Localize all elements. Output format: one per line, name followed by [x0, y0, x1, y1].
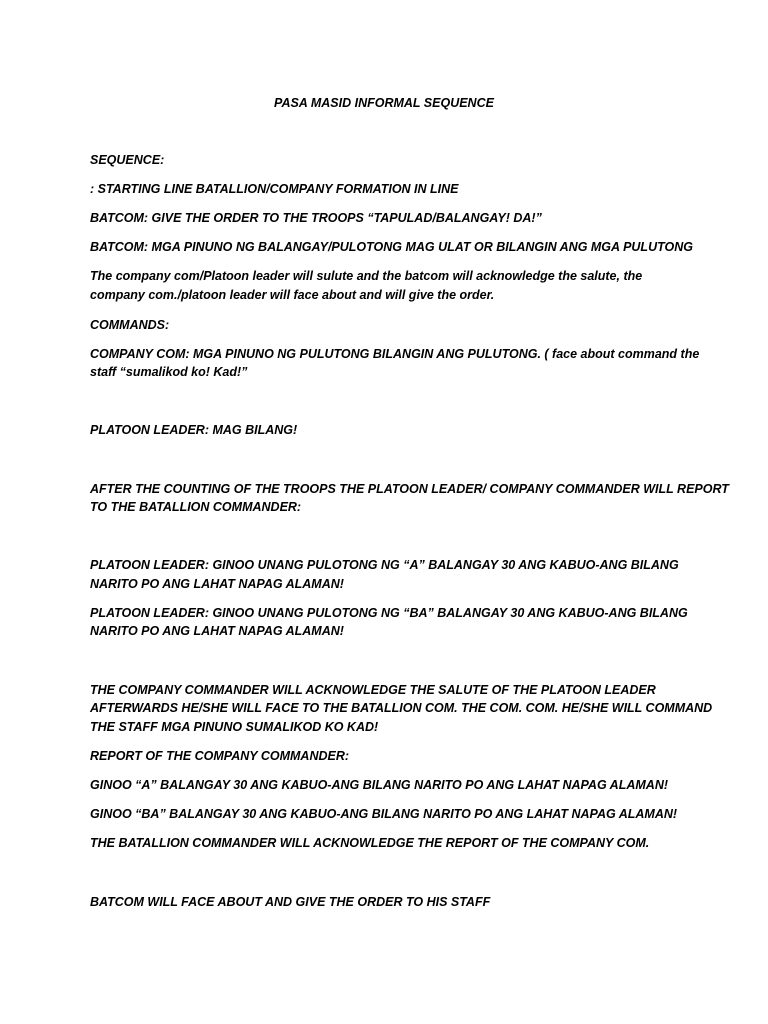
text-line: staff “sumalikod ko! Kad!”: [90, 365, 248, 379]
text-line: NARITO PO ANG LAHAT NAPAG ALAMAN!: [90, 624, 344, 638]
text-line: AFTER THE COUNTING OF THE TROOPS THE PLATOON LEADER/ COMPANY COMMANDER WILL REPORT: [90, 482, 729, 496]
text-line: SEQUENCE:: [90, 153, 165, 167]
text-line: THE BATALLION COMMANDER WILL ACKNOWLEDGE THE REPORT OF THE COMPANY COM.: [90, 836, 650, 850]
text-line: PLATOON LEADER: GINOO UNANG PULOTONG NG “BA” BALANGAY 30 ANG KABUO-ANG BILANG: [90, 606, 688, 620]
text-line: : STARTING LINE BATALLION/COMPANY FORMATION IN LINE: [90, 182, 459, 196]
text-line: THE COMPANY COMMANDER WILL ACKNOWLEDGE THE SALUTE OF THE PLATOON LEADER: [90, 683, 656, 697]
text-line: GINOO “BA” BALANGAY 30 ANG KABUO-ANG BILANG NARITO PO ANG LAHAT NAPAG ALAMAN!: [90, 807, 678, 821]
text-line: BATCOM WILL FACE ABOUT AND GIVE THE ORDER TO HIS STAFF: [90, 895, 491, 909]
text-line: BATCOM: MGA PINUNO NG BALANGAY/PULOTONG MAG ULAT OR BILANGIN ANG MGA PULUTONG: [90, 240, 693, 254]
text-line: The company com/Platoon leader will sulute and the batcom will acknowledge the salute, the: [90, 269, 643, 283]
text-line: TO THE BATALLION COMMANDER:: [90, 500, 302, 514]
text-line: AFTERWARDS HE/SHE WILL FACE TO THE BATALLION COM. THE COM. COM. HE/SHE WILL COMMAND: [90, 701, 713, 715]
text-line: COMMANDS:: [90, 318, 170, 332]
text-line: BATCOM: GIVE THE ORDER TO THE TROOPS “TAPULAD/BALANGAY! DA!”: [90, 211, 542, 225]
text-line: PLATOON LEADER: GINOO UNANG PULOTONG NG “A” BALANGAY 30 ANG KABUO-ANG BILANG: [90, 558, 679, 572]
text-line: NARITO PO ANG LAHAT NAPAG ALAMAN!: [90, 577, 344, 591]
text-line: PLATOON LEADER: MAG BILANG!: [90, 423, 298, 437]
document-title: PASA MASID INFORMAL SEQUENCE: [274, 96, 494, 110]
text-line: company com./platoon leader will face about and will give the order.: [90, 288, 495, 302]
text-line: REPORT OF THE COMPANY COMMANDER:: [90, 749, 350, 763]
text-line: GINOO “A” BALANGAY 30 ANG KABUO-ANG BILANG NARITO PO ANG LAHAT NAPAG ALAMAN!: [90, 778, 669, 792]
text-line: THE STAFF MGA PINUNO SUMALIKOD KO KAD!: [90, 720, 379, 734]
text-line: COMPANY COM: MGA PINUNO NG PULUTONG BILANGIN ANG PULUTONG. ( face about command the: [90, 347, 700, 361]
